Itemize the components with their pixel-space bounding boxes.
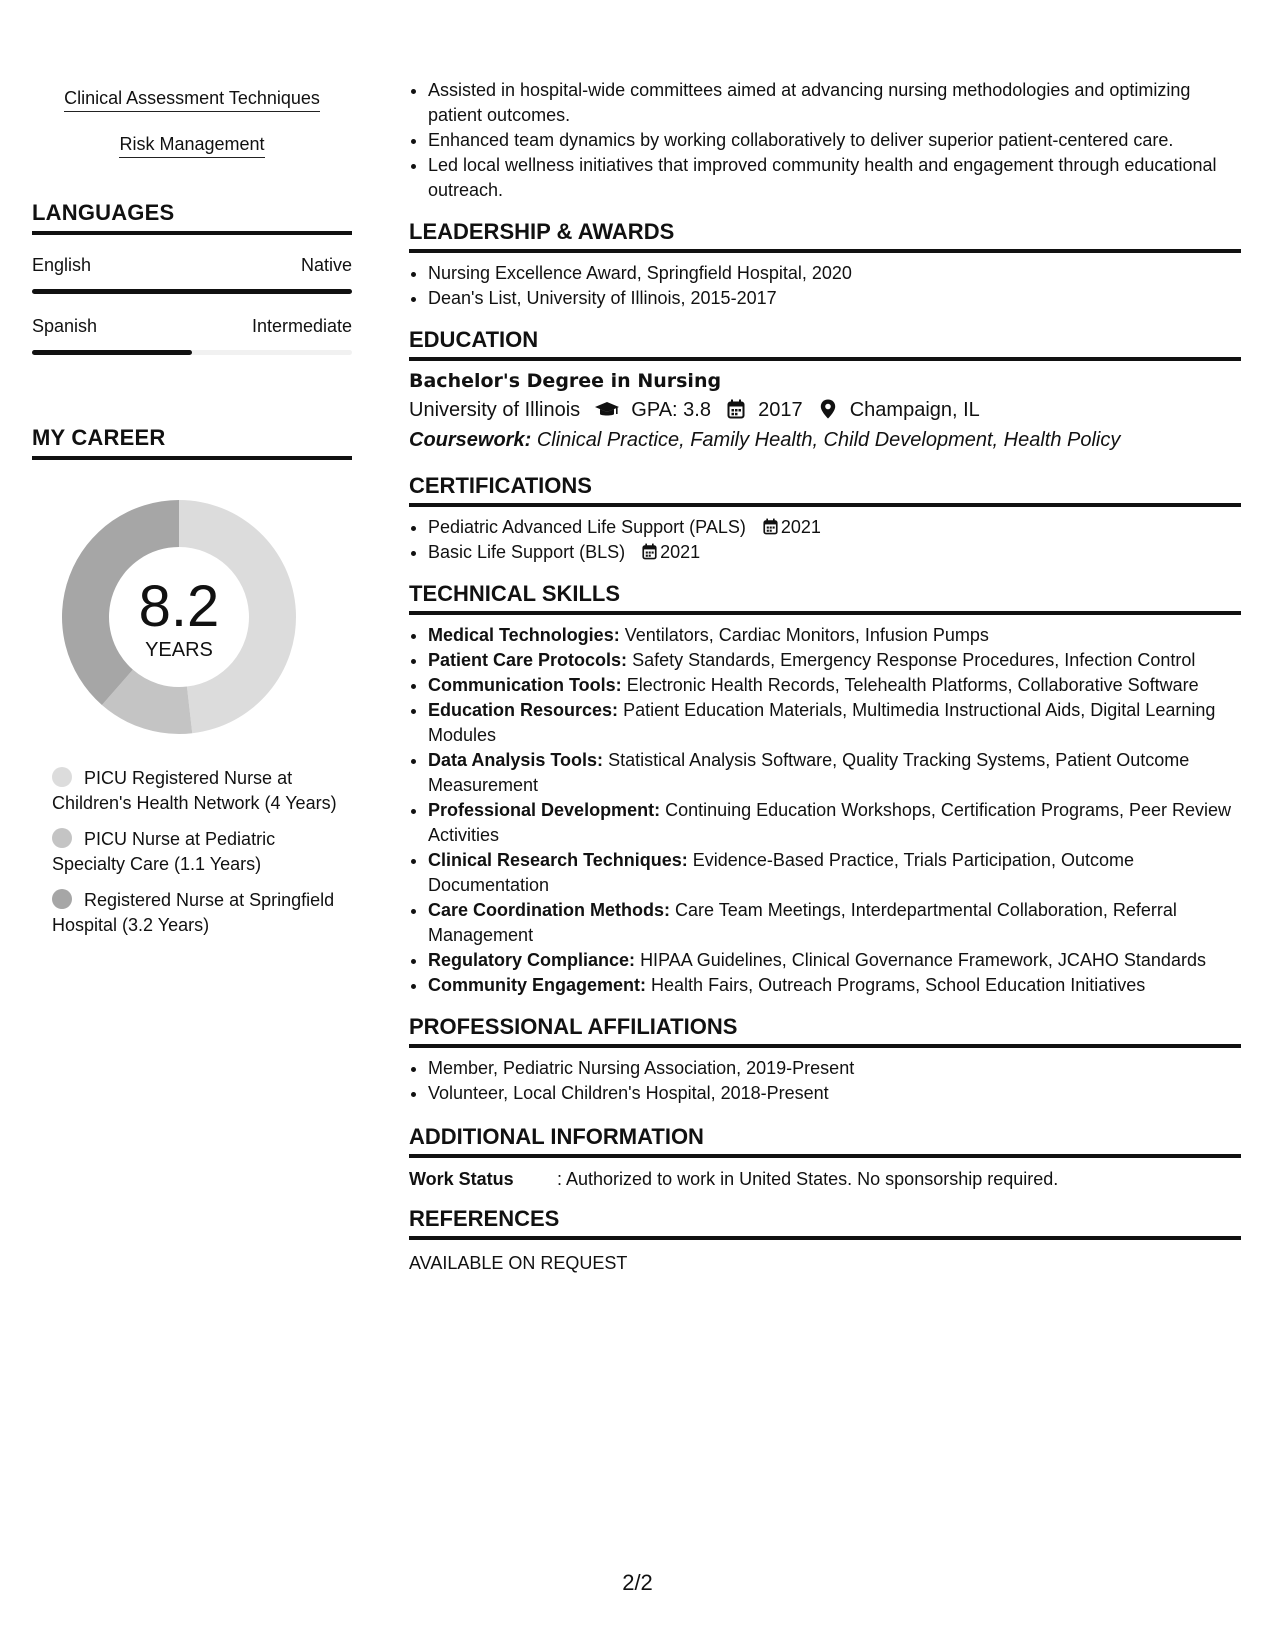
certifications-list xyxy=(409,515,1241,565)
certification-year: 2021 xyxy=(660,542,701,562)
language-bar-fill xyxy=(32,350,192,355)
legend-dot xyxy=(52,767,72,787)
skill-category: Patient Care Protocols: xyxy=(428,650,628,670)
skill-values: Ventilators, Cardiac Monitors, Infusion Pumps xyxy=(624,625,989,645)
technical-skill-item xyxy=(428,648,1241,673)
award-item: • Nursing Excellence Award, Springfield Hospital, 2020 xyxy=(428,261,1241,286)
skill-values: Care Team Meetings, Interdepartmental Collaboration, Referral Management xyxy=(428,900,1177,945)
calendar-icon xyxy=(642,543,657,560)
education-school: University of Illinois xyxy=(409,399,581,421)
career-label: Registered Nurse at Springfield Hospital (3.2 Years) xyxy=(52,890,335,935)
skills-list xyxy=(32,86,352,178)
skill-values: Safety Standards, Emergency Response Procedures, Infection Control xyxy=(632,650,1196,670)
donut-center xyxy=(54,492,304,742)
experience-bullet: • Enhanced team dynamics by working collaboratively to deliver superior patient-centered care. xyxy=(428,128,1241,153)
certifications-title: CERTIFICATIONS xyxy=(409,473,1241,507)
education-coursework xyxy=(409,425,1241,455)
language-name: English xyxy=(32,255,92,275)
language-english xyxy=(32,253,352,294)
career-legend xyxy=(32,766,352,938)
career-donut-chart xyxy=(54,492,304,742)
additional-info-title: ADDITIONAL INFORMATION xyxy=(409,1124,1241,1158)
skill-item: Clinical Assessment Techniques xyxy=(64,86,320,112)
technical-skill-item xyxy=(428,698,1241,748)
experience-bullet: • Led local wellness initiatives that improved community health and engagement through educational outreach. xyxy=(428,153,1241,203)
language-name: Spanish xyxy=(32,316,98,336)
language-bar-fill xyxy=(32,289,352,294)
certification-name: Basic Life Support (BLS) xyxy=(428,542,626,562)
work-status-value: : Authorized to work in United States. No sponsorship required. xyxy=(557,1169,1059,1189)
skill-values: Continuing Education Workshops, Certification Programs, Peer Review Activities xyxy=(428,800,1232,845)
skill-category: Clinical Research Techniques: xyxy=(428,850,688,870)
language-bar xyxy=(32,289,352,294)
technical-skill-item xyxy=(428,848,1241,898)
affiliations-list xyxy=(409,1056,1241,1106)
work-status-label: Work Status xyxy=(409,1169,514,1189)
technical-skill-item xyxy=(428,673,1241,698)
certification-item xyxy=(428,540,1241,565)
skill-category: Regulatory Compliance: xyxy=(428,950,636,970)
skill-item: Risk Management xyxy=(119,132,264,158)
skill-values: HIPAA Guidelines, Clinical Governance Framework, JCAHO Standards xyxy=(640,950,1206,970)
language-level: Native xyxy=(300,255,352,275)
career-total-unit: YEARS xyxy=(145,639,213,661)
award-item: • Dean's List, University of Illinois, 2015-2017 xyxy=(428,286,1241,311)
graduation-cap-icon xyxy=(594,401,620,419)
technical-skill-item xyxy=(428,973,1241,998)
skill-values: Evidence-Based Practice, Trials Participation, Outcome Documentation xyxy=(428,850,1134,895)
language-spanish xyxy=(32,314,352,355)
technical-skill-item xyxy=(428,898,1241,948)
affiliations-title: PROFESSIONAL AFFILIATIONS xyxy=(409,1014,1241,1048)
coursework-value: Clinical Practice, Family Health, Child Development, Health Policy xyxy=(536,429,1121,451)
skill-category: Medical Technologies: xyxy=(428,625,620,645)
experience-bullet: • Assisted in hospital-wide committees aimed at advancing nursing methodologies and optimizing patient outcomes. xyxy=(428,78,1241,128)
skill-values: Patient Education Materials, Multimedia Instructional Aids, Digital Learning Modules xyxy=(428,700,1216,745)
awards-list xyxy=(409,261,1241,311)
experience-bullets xyxy=(409,78,1241,203)
coursework-label: Coursework: xyxy=(409,429,532,451)
certification-item xyxy=(428,515,1241,540)
career-legend-item xyxy=(52,766,352,816)
career-legend-item xyxy=(52,888,352,938)
skill-category: Care Coordination Methods: xyxy=(428,900,670,920)
education-degree: Bachelor's Degree in Nursing xyxy=(409,370,722,392)
language-level: Intermediate xyxy=(251,316,352,336)
education-location: Champaign, IL xyxy=(849,399,980,421)
references-title: REFERENCES xyxy=(409,1206,1241,1240)
certification-year: 2021 xyxy=(780,517,821,537)
languages-title: LANGUAGES xyxy=(32,200,352,235)
calendar-icon xyxy=(763,518,778,535)
technical-skill-item xyxy=(428,748,1241,798)
technical-skills-title: TECHNICAL SKILLS xyxy=(409,581,1241,615)
career-label: PICU Nurse at Pediatric Specialty Care (1.1 Years) xyxy=(52,829,276,874)
technical-skill-item xyxy=(428,623,1241,648)
right-column xyxy=(409,78,1241,1276)
career-legend-item xyxy=(52,827,352,877)
references-text: AVAILABLE ON REQUEST xyxy=(409,1253,628,1273)
education-year: 2017 xyxy=(758,399,803,421)
technical-skill-item xyxy=(428,798,1241,848)
legend-dot xyxy=(52,889,72,909)
skill-values: Health Fairs, Outreach Programs, School Education Initiatives xyxy=(651,975,1146,995)
awards-title: LEADERSHIP & AWARDS xyxy=(409,219,1241,253)
work-status-row xyxy=(409,1166,1241,1192)
skill-values: Electronic Health Records, Telehealth Platforms, Collaborative Software xyxy=(626,675,1199,695)
language-bar xyxy=(32,350,352,355)
career-total-years: 8.2 xyxy=(138,574,220,639)
affiliation-item: • Volunteer, Local Children's Hospital, 2018-Present xyxy=(428,1081,1241,1106)
certification-name: Pediatric Advanced Life Support (PALS) xyxy=(428,517,746,537)
page-number: 2/2 xyxy=(622,1570,653,1595)
skill-category: Education Resources: xyxy=(428,700,619,720)
career-label: PICU Registered Nurse at Children's Health Network (4 Years) xyxy=(52,768,337,813)
skill-category: Professional Development: xyxy=(428,800,661,820)
affiliation-item: • Member, Pediatric Nursing Association, 2019-Present xyxy=(428,1056,1241,1081)
skill-category: Communication Tools: xyxy=(428,675,622,695)
technical-skills-list xyxy=(409,623,1241,998)
education-title: EDUCATION xyxy=(409,327,1241,361)
skill-category: Data Analysis Tools: xyxy=(428,750,604,770)
education-meta xyxy=(409,395,1241,425)
career-title: MY CAREER xyxy=(32,425,352,460)
skill-values: Statistical Analysis Software, Quality Tracking Systems, Patient Outcome Measurement xyxy=(428,750,1190,795)
technical-skill-item xyxy=(428,948,1241,973)
skill-category: Community Engagement: xyxy=(428,975,647,995)
map-pin-icon xyxy=(820,399,836,419)
education-gpa: GPA: 3.8 xyxy=(631,399,711,421)
calendar-icon xyxy=(727,399,745,419)
legend-dot xyxy=(52,828,72,848)
left-column xyxy=(32,86,352,949)
